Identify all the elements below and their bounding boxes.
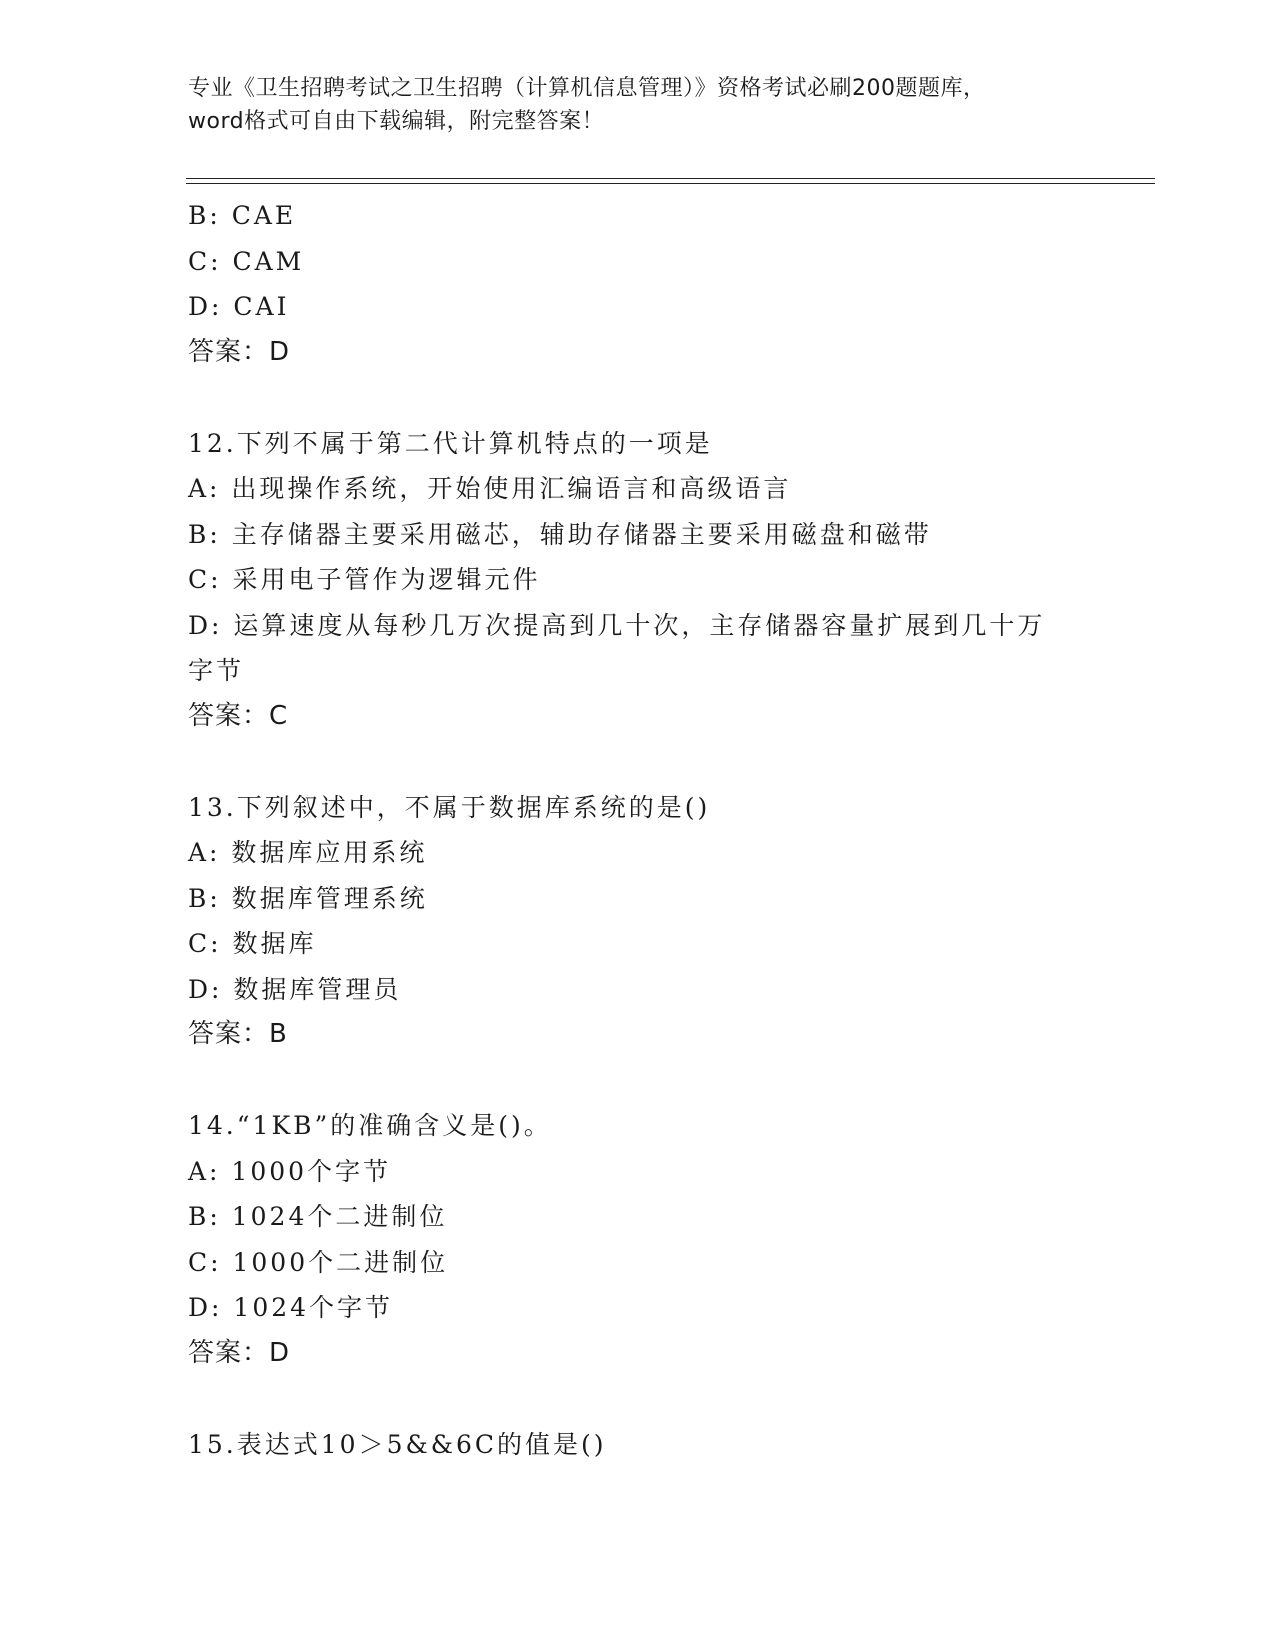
- option-c: C: CAM: [188, 246, 305, 276]
- option-a: A: 数据库应用系统: [188, 838, 428, 867]
- option-d-continued: 字节: [188, 656, 245, 685]
- header-rule-bottom: [186, 183, 1155, 184]
- header-line-2: word格式可自由下载编辑，附完整答案！: [188, 109, 605, 134]
- document-header: [188, 72, 1088, 138]
- answer: 答案：D: [188, 336, 291, 367]
- answer: 答案：C: [188, 700, 289, 731]
- option-d: D: 运算速度从每秒几万次提高到几十次，主存储器容量扩展到几十万: [188, 610, 1046, 640]
- option-d: D: 1024个字节: [188, 1293, 394, 1322]
- question-list: [188, 193, 1088, 1467]
- option-d: D: CAI: [188, 292, 290, 321]
- answer: 答案：B: [188, 1019, 288, 1049]
- option-a: A: 1000个字节: [188, 1156, 392, 1186]
- question-stem: 12.下列不属于第二代计算机特点的一项是: [188, 428, 713, 458]
- question-14: [188, 1103, 1088, 1376]
- question-11: [188, 193, 1088, 375]
- header-line-1: 专业《卫生招聘考试之卫生招聘（计算机信息管理）》资格考试必刷200题题库，: [188, 76, 986, 101]
- question-13: [188, 785, 1088, 1058]
- header-rule-top: [186, 178, 1155, 179]
- option-b: B: CAE: [188, 201, 297, 230]
- option-c: C: 采用电子管作为逻辑元件: [188, 565, 541, 594]
- option-a: A: 出现操作系统，开始使用汇编语言和高级语言: [188, 474, 792, 503]
- question-stem: 15.表达式10＞5&&6C的值是(): [188, 1429, 607, 1459]
- option-c: C: 数据库: [188, 929, 317, 958]
- option-c: C: 1000个二进制位: [188, 1247, 449, 1277]
- option-b: B: 数据库管理系统: [188, 883, 428, 913]
- question-stem: 14.“1KB”的准确含义是()。: [188, 1111, 552, 1140]
- question-stem: 13.下列叙述中，不属于数据库系统的是(): [188, 792, 711, 822]
- question-15: [188, 1422, 1088, 1468]
- option-b: B: 主存储器主要采用磁芯，辅助存储器主要采用磁盘和磁带: [188, 519, 932, 549]
- answer: 答案：D: [188, 1337, 291, 1368]
- option-d: D: 数据库管理员: [188, 974, 402, 1004]
- option-b: B: 1024个二进制位: [188, 1202, 448, 1231]
- question-12: [188, 421, 1088, 740]
